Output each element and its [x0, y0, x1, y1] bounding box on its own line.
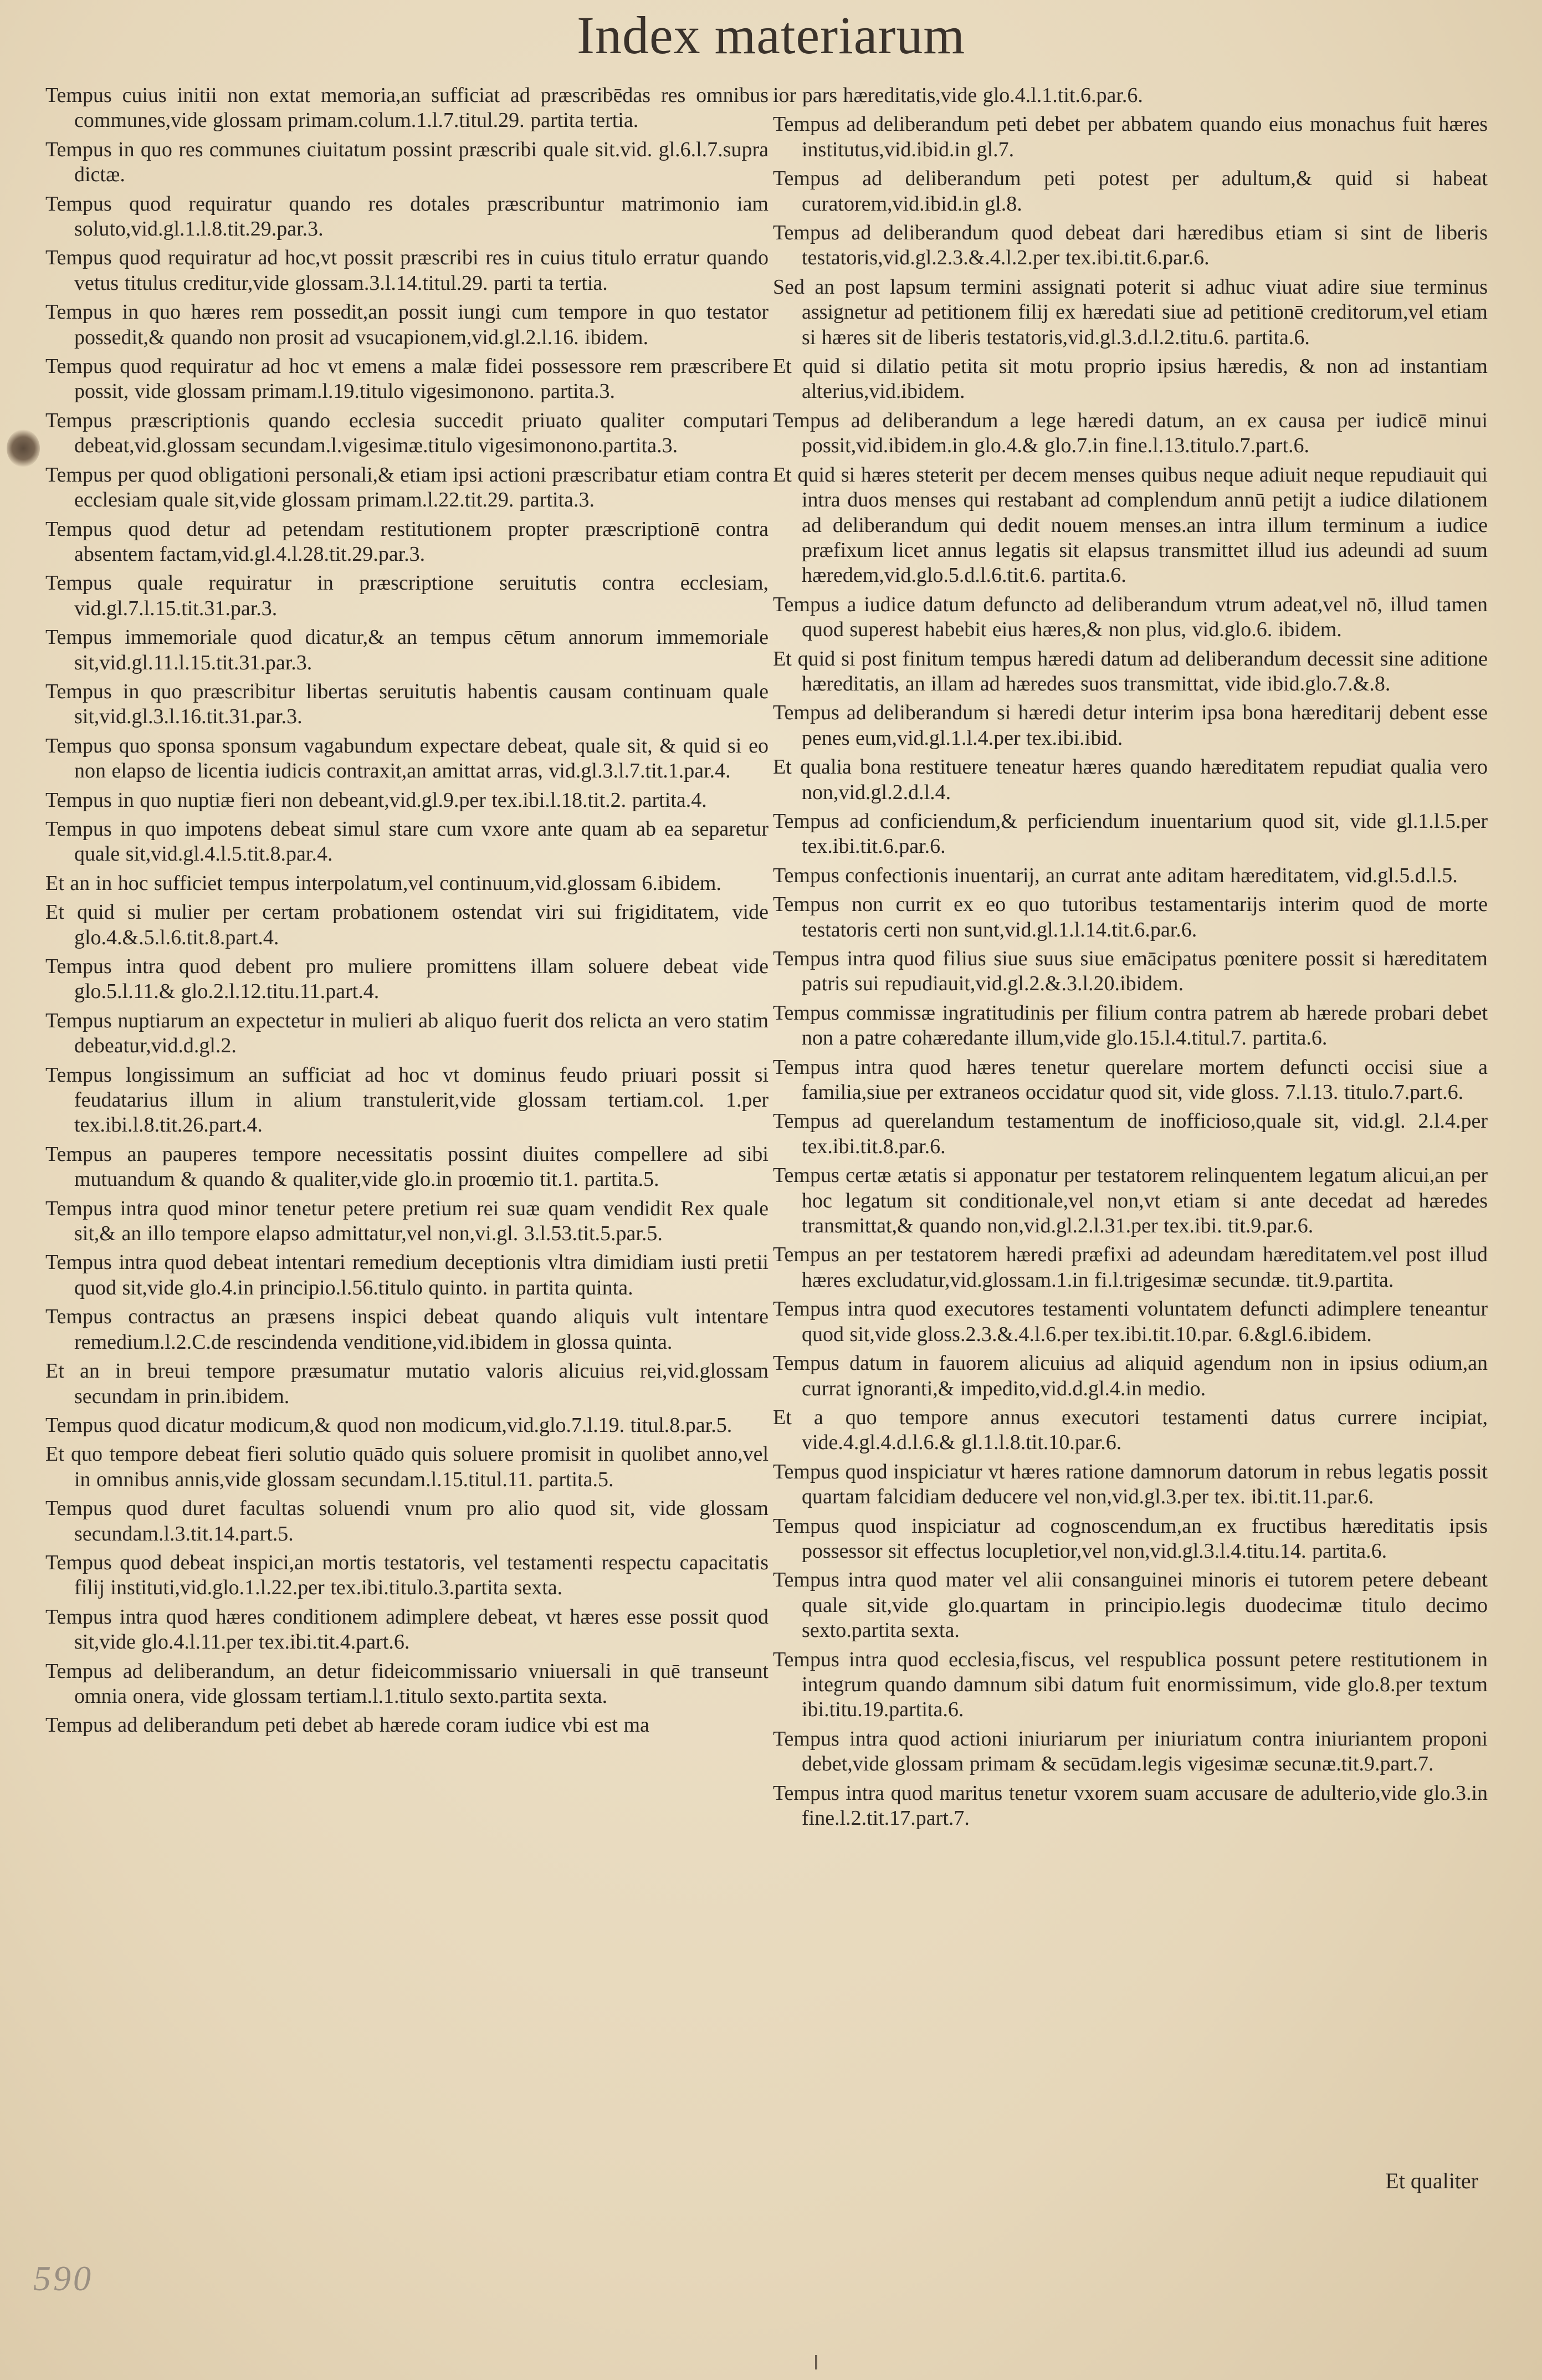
index-entry: ior pars hæreditatis,vide glo.4.l.1.tit.6.par.6. [773, 84, 1143, 107]
index-entry: Tempus quod requiratur quando res dotales præscribuntur matrimonio iam soluto,vid.gl.1.l.8.tit.29.par.3. [45, 192, 769, 241]
index-entry: Tempus ad deliberandum si hæredi detur interim ipsa bona hæreditarij debent esse penes eum,vid.gl.1.l.4.per tex.ibi.ibid. [773, 701, 1488, 750]
index-entry: Tempus ad deliberandum peti potest per adultum,& quid si habeat curatorem,vid.ibid.in gl.8. [773, 167, 1488, 216]
index-entry: Tempus datum in fauorem alicuius ad aliquid agendum non in ipsius odium,an currat ignoranti,& impedito,vid.d.gl.4.in medio. [773, 1352, 1488, 1400]
index-entry: Tempus quod requiratur ad hoc,vt possit præscribi res in cuius titulo erratur quando vetus titulus creditur,vide glossam.3.l.14.titul.29. parti ta tertia. [45, 246, 769, 295]
index-entry: Tempus intra quod filius siue suus siue emācipatus pœnitere possit si hæreditatem patris sui repudiauit,vid.gl.2.&.3.l.20.ibidem. [773, 947, 1488, 996]
index-entry: Tempus intra quod hæres tenetur querelare mortem defuncti occisi siue a familia,siue per extraneos occidatur quod sit, vide gloss. 7.l.13. titulo.7.part.6. [773, 1055, 1488, 1104]
index-entry: Tempus ad deliberandum peti debet ab hærede coram iudice vbi est ma [45, 1713, 649, 1737]
index-entry: Tempus intra quod executores testamenti voluntatem defuncti adimplere teneantur quod sit,vide gloss.2.3.&.4.l.6.per tex.ibi.tit.10.par. 6.&gl.6.ibidem. [773, 1297, 1488, 1346]
index-entry: Tempus commissæ ingratitudinis per filium contra patrem ab hærede probari debet non a patre cohæredante illum,vide glo.15.l.4.titul.7. partita.6. [773, 1001, 1488, 1050]
index-entry: Tempus quod inspiciatur ad cognoscendum,an ex fructibus hæreditatis ipsis possessor sit effectus locupletior,vel non,vid.gl.3.l.4.titu.14. partita.6. [773, 1514, 1488, 1563]
index-entry: Tempus ad querelandum testamentum de inofficioso,quale sit, vid.gl. 2.l.4.per tex.ibi.tit.8.par.6. [773, 1109, 1488, 1158]
index-entry: Tempus intra quod debent pro muliere promittens illam soluere debeat vide glo.5.l.11.& glo.2.l.12.titu.11.part.4. [45, 955, 769, 1004]
index-entry: Tempus non currit ex eo quo tutoribus testamentarijs interim quod de morte testatoris certi non sunt,vid.gl.1.l.14.tit.6.par.6. [773, 893, 1488, 941]
left-column [45, 83, 769, 1742]
index-entry: Tempus quale requiratur in præscriptione seruitutis contra ecclesiam, vid.gl.7.l.15.tit.31.par.3. [45, 571, 769, 620]
index-entry: Tempus quo sponsa sponsum vagabundum expectare debeat, quale sit, & quid si eo non elapso de licentia iudicis contraxit,an amittat arras, vid.gl.3.l.7.tit.1.par.4. [45, 734, 769, 783]
index-entry: Tempus quod requiratur ad hoc vt emens a malæ fidei possessore rem præscribere possit, vide glossam primam.l.19.titulo vigesimonono. partita.3. [45, 355, 769, 403]
index-entry: Tempus cuius initii non extat memoria,an sufficiat ad præscribēdas res omnibus communes,vide glossam primam.colum.1.l.7.titul.29. partita tertia. [45, 84, 769, 132]
index-entry: Tempus intra quod ecclesia,fiscus, vel respublica possunt petere restitutionem in integrum quando damnum sibi datum fuit enormissimum, vide glo.8.per textum ibi.titu.19.partita.6. [773, 1647, 1488, 1722]
index-entry: Tempus intra quod minor tenetur petere pretium rei suæ quam vendidit Rex quale sit,& an illo tempore elapso admittatur,vel non,vi.gl. 3.l.53.tit.5.par.5. [45, 1196, 769, 1246]
catchword: Et qualiter [1385, 2168, 1478, 2193]
index-entry: Tempus in quo hæres rem possedit,an possit iungi cum tempore in quo testator possedit,& quando non prosit ad vsucapionem,vid.gl.2.l.16. ibidem. [45, 300, 769, 349]
index-entry: Et an in breui tempore præsumatur mutatio valoris alicuius rei,vid.glossam secundam in prin.ibidem. [45, 1359, 769, 1408]
index-entry: Et quo tempore debeat fieri solutio quādo quis soluere promisit in quolibet anno,vel in omnibus annis,vide glossam secundam.l.15.titul.11. partita.5. [45, 1442, 769, 1491]
index-entry: Tempus quod debeat inspici,an mortis testatoris, vel testamenti respectu capacitatis filij instituti,vid.glo.1.l.22.per tex.ibi.titulo.3.partita sexta. [45, 1550, 769, 1600]
index-entry: Tempus longissimum an sufficiat ad hoc vt dominus feudo priuari possit si feudatarius illum in alium transtulerit,vide glossam tertiam.col. 1.per tex.ibi.l.8.tit.26.part.4. [45, 1063, 769, 1137]
index-entry: Tempus an pauperes tempore necessitatis possint diuites compellere ad sibi mutuandum & quando & qualiter,vide glo.in proœmio tit.1. partita.5. [45, 1142, 769, 1191]
index-entry: Tempus in quo res communes ciuitatum possint præscribi quale sit.vid. gl.6.l.7.supra dictæ. [45, 137, 769, 187]
index-entry: Sed an post lapsum termini assignati poterit si adhuc viuat adire siue terminus assignetur ad petitionem filij ex hæredati siue ad petitionē creditorum,vel etiam si hæres sit de liberis testatoris,vid.gl.3.d.l.2.titu.6. partita.6. [773, 275, 1488, 349]
index-entry: Tempus ad deliberandum a lege hæredi datum, an ex causa per iudicē minui possit,vid.ibidem.in glo.4.& glo.7.in fine.l.13.titulo.7.part.6. [773, 408, 1488, 458]
index-entry: Tempus intra quod actioni iniuriarum per iniuriatum contra iniuriantem proponi debet,vide glossam primam & secūdam.legis vigesimæ secunæ.tit.9.part.7. [773, 1727, 1488, 1776]
right-column [773, 83, 1488, 1835]
index-entry: Tempus intra quod debeat intentari remedium deceptionis vltra dimidiam iusti pretii quod sit,vide glo.4.in principio.l.56.titulo quinto. in partita quinta. [45, 1251, 769, 1299]
index-entry: Et qualia bona restituere teneatur hæres quando hæreditatem repudiat qualia vero non,vid.gl.2.d.l.4. [773, 755, 1488, 804]
index-entry: Tempus quod dicatur modicum,& quod non modicum,vid.glo.7.l.19. titul.8.par.5. [45, 1413, 732, 1437]
folio-number: 590 [33, 2259, 93, 2298]
index-entry: Tempus ad deliberandum peti debet per abbatem quando eius monachus fuit hæres institutus,vid.ibid.in gl.7. [773, 112, 1488, 161]
index-entry: Tempus ad deliberandum quod debeat dari hæredibus etiam si sint de liberis testatoris,vid.gl.2.3.&.4.l.2.per tex.ibi.tit.6.par.6. [773, 221, 1488, 270]
index-entry: Tempus quod inspiciatur vt hæres ratione damnorum datorum in rebus legatis possit quartam falcidiam deducere vel non,vid.gl.3.per tex. ibi.tit.11.par.6. [773, 1460, 1488, 1509]
index-entry: Et quid si mulier per certam probationem ostendat viri sui frigiditatem, vide glo.4.&.5.l.6.tit.8.part.4. [45, 900, 769, 949]
index-entry: Et quid si dilatio petita sit motu proprio ipsius hæredis, & non ad instantiam alterius,vid.ibidem. [773, 355, 1488, 403]
index-entry: Tempus confectionis inuentarij, an currat ante aditam hæreditatem, vid.gl.5.d.l.5. [773, 863, 1458, 887]
index-entry: Et quid si post finitum tempus hæredi datum ad deliberandum decessit sine aditione hæreditatis, an illam ad hæredes suos transmittat, vide ibid.glo.7.&.8. [773, 647, 1488, 695]
index-entry: Et quid si hæres steterit per decem menses quibus neque adiuit neque repudiauit qui intra duos menses qui restabant ad complendum annū petijt a iudice dilationem ad deliberandum qui dedit nouem menses.an intra illum terminum a iudice præfixum licet annus legatis sit elapsus transmittet illud ius adeundi ad suum hæredem,vid.glo.5.d.l.6.tit.6. partita.6. [773, 463, 1488, 587]
index-entry: Tempus in quo nuptiæ fieri non debeant,vid.gl.9.per tex.ibi.l.18.tit.2. partita.4. [45, 788, 707, 812]
index-entry: Tempus per quod obligationi personali,& etiam ipsi actioni præscribatur etiam contra ecclesiam quale sit,vide glossam primam.l.22.tit.29. partita.3. [45, 463, 769, 512]
index-entry: Tempus præscriptionis quando ecclesia succedit priuato qualiter computari debeat,vid.glossam secundam.l.vigesimæ.titulo vigesimonono.partita.3. [45, 408, 769, 458]
index-entry: Tempus in quo præscribitur libertas seruitutis habentis causam continuam quale sit,vid.gl.3.l.16.tit.31.par.3. [45, 679, 769, 729]
index-entry: Tempus intra quod hæres conditionem adimplere debeat, vt hæres esse possit quod sit,vide glo.4.l.11.per tex.ibi.tit.4.part.6. [45, 1605, 769, 1654]
index-entry: Tempus immemoriale quod dicatur,& an tempus cētum annorum immemoriale sit,vid.gl.11.l.15.tit.31.par.3. [45, 626, 769, 674]
index-entry: Tempus quod duret facultas soluendi vnum pro alio quod sit, vide glossam secundam.l.3.tit.14.part.5. [45, 1497, 769, 1545]
index-entry: Tempus nuptiarum an expectetur in mulieri ab aliquo fuerit dos relicta an vero statim debeatur,vid.d.gl.2. [45, 1009, 769, 1058]
index-entry: Tempus ad deliberandum, an detur fideicommissario vniuersali in quē transeunt omnia onera, vide glossam tertiam.l.1.titulo sexto.partita sexta. [45, 1659, 769, 1708]
index-entry: Tempus ad conficiendum,& perficiendum inuentarium quod sit, vide gl.1.l.5.per tex.ibi.tit.6.par.6. [773, 809, 1488, 858]
ink-stain [7, 429, 40, 467]
index-entry: Tempus a iudice datum defuncto ad deliberandum vtrum adeat,vel nō, illud tamen quod superest habebit eius hæres,& non plus, vid.glo.6. ibidem. [773, 592, 1488, 642]
index-entry: Tempus contractus an præsens inspici debeat quando aliquis vult intentare remedium.l.2.C.de rescindenda venditione,vid.ibidem in glossa quinta. [45, 1305, 769, 1354]
index-entry: Tempus intra quod maritus tenetur vxorem suam accusare de adulterio,vide glo.3.in fine.l.2.tit.17.part.7. [773, 1781, 1488, 1830]
margin-mark [815, 2355, 817, 2369]
index-entry: Et a quo tempore annus executori testamenti datus currere incipiat, vide.4.gl.4.d.l.6.& gl.1.l.8.tit.10.par.6. [773, 1405, 1488, 1455]
index-entry: Tempus intra quod mater vel alii consanguinei minoris ei tutorem petere debeant quale sit,vide glo.quartam in principio.legis duodecimæ titulo decimo sexto.partita sexta. [773, 1568, 1488, 1642]
index-entry: Tempus certæ ætatis si apponatur per testatorem relinquentem legatum alicui,an per hoc legatum sit conditionale,vel non,vt etiam si ante decedat ad hæredes transmittat,& quando non,vid.gl.2.l.31.per tex.ibi. tit.9.par.6. [773, 1164, 1488, 1238]
index-entry: Tempus in quo impotens debeat simul stare cum vxore ante quam ab ea separetur quale sit,vid.gl.4.l.5.tit.8.par.4. [45, 817, 769, 866]
index-entry: Et an in hoc sufficiet tempus interpolatum,vel continuum,vid.glossam 6.ibidem. [45, 871, 721, 895]
index-entry: Tempus an per testatorem hæredi præfixi ad adeundam hæreditatem.vel post illud hæres excludatur,vid.glossam.1.in fi.l.trigesimæ secundæ. tit.9.partita. [773, 1243, 1488, 1292]
page-title: Index materiarum [576, 6, 966, 65]
index-entry: Tempus quod detur ad petendam restitutionem propter præscriptionē contra absentem factam,vid.gl.4.l.28.tit.29.par.3. [45, 517, 769, 566]
